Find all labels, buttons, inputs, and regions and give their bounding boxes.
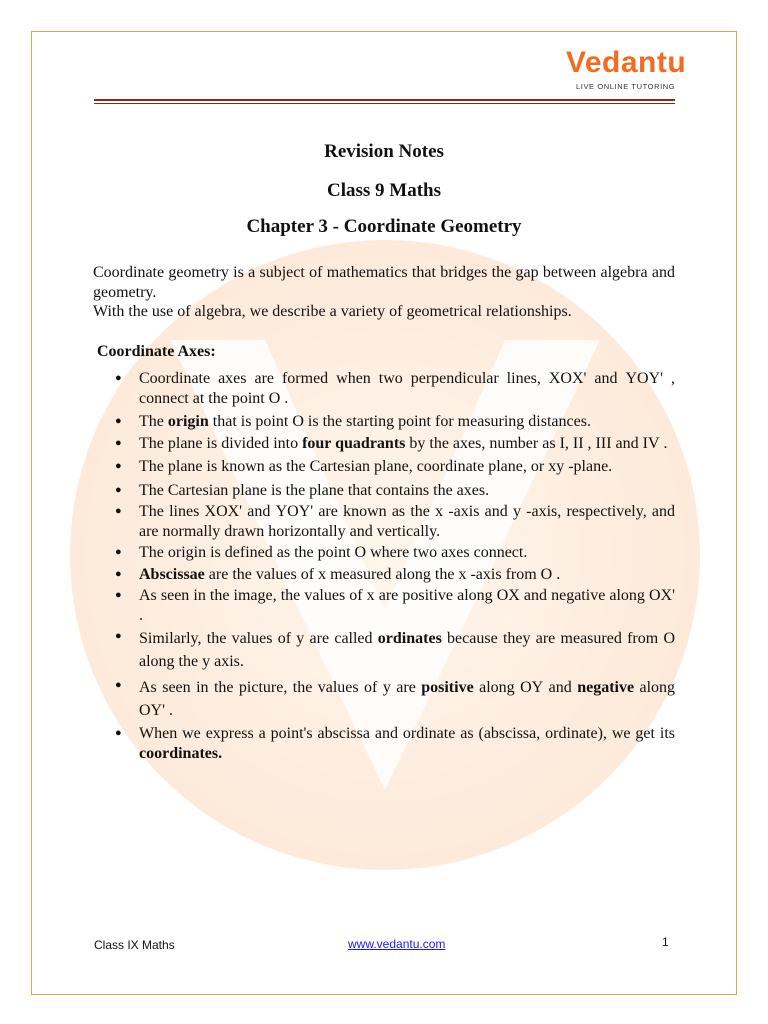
list-item: ● The plane is divided into four quadrants by the axes, number as I, II , III and IV . bbox=[115, 434, 675, 454]
footer-website-link[interactable]: www.vedantu.com bbox=[348, 937, 446, 951]
intro-text bbox=[93, 263, 675, 322]
list-item: ● The origin is defined as the point O where two axes connect. bbox=[115, 543, 675, 563]
page-number: 1 bbox=[662, 935, 669, 949]
intro-paragraph-1: Coordinate geometry is a subject of mathematics that bridges the gap between algebra and geometry. bbox=[93, 264, 675, 301]
intro-paragraph-2: With the use of algebra, we describe a variety of geometrical relationships. bbox=[93, 303, 572, 320]
list-item: ● The Cartesian plane is the plane that contains the axes. bbox=[115, 481, 675, 501]
logo-tagline: LIVE ONLINE TUTORING bbox=[576, 82, 676, 91]
vedantu-logo[interactable] bbox=[566, 46, 687, 96]
list-item: ● When we express a point's abscissa and ordinate as (abscissa, ordinate), we get its coordinates. bbox=[115, 724, 675, 763]
logo-wordmark: Vedantu bbox=[566, 46, 687, 79]
list-item: ● The plane is known as the Cartesian plane, coordinate plane, or xy -plane. bbox=[115, 457, 675, 477]
list-item: ● As seen in the image, the values of x are positive along OX and negative along OX' . bbox=[115, 586, 675, 625]
list-item: ● Similarly, the values of y are called ordinates because they are measured from O along the y axis. bbox=[115, 627, 675, 673]
header-rule-thin bbox=[94, 103, 675, 104]
list-item: ● The lines XOX' and YOY' are known as the x -axis and y -axis, respectively, and are normally drawn horizontally and vertically. bbox=[115, 502, 675, 541]
list-item: ● Abscissae are the values of x measured along the x -axis from O . bbox=[115, 565, 675, 585]
list-item: ● The origin that is point O is the starting point for measuring distances. bbox=[115, 412, 675, 432]
title-chapter: Chapter 3 - Coordinate Geometry bbox=[246, 216, 522, 237]
list-item: ● As seen in the picture, the values of y are positive along OY and negative along OY' . bbox=[115, 676, 675, 722]
section-heading: Coordinate Axes: bbox=[97, 343, 216, 360]
title-class: Class 9 Maths bbox=[326, 180, 441, 201]
header-rule bbox=[94, 99, 675, 101]
list-item: ● Coordinate axes are formed when two perpendicular lines, XOX' and YOY' , connect at the point O . bbox=[115, 369, 675, 408]
bullet-list bbox=[115, 369, 675, 765]
title-revision-notes: Revision Notes bbox=[324, 141, 444, 162]
footer-class-label: Class IX Maths bbox=[94, 938, 175, 952]
